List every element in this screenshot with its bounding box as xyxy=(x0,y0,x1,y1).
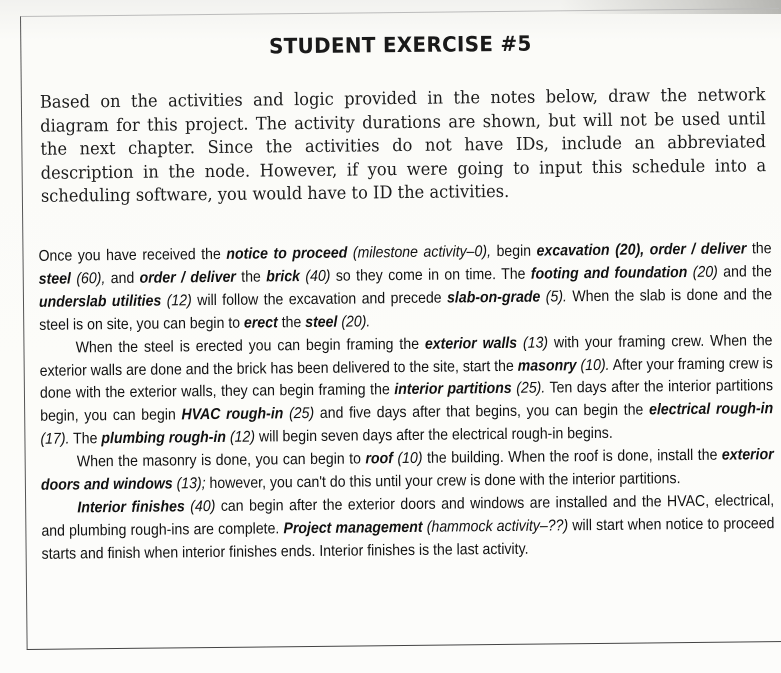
exercise-intro: Based on the activities and logic provided in the notes below, draw the network diagram for this project. The activity durations are shown, but will not be used until the next chapter. Since the activities do not have IDs, include an abbreviated description in the node. However, if you were going to input this schedule into a scheduling software, you would have to ID the activities. xyxy=(39,85,767,207)
notes-paragraph-2: When the steel is erected you can begin framing the exterior walls (13) with your framing crew. When the exterior walls are done and the brick has been delivered to the site, start the masonry (10). After your framing crew is done with the exterior walls, they can begin framing the interior partitions (25). Ten days after the interior partitions begin, you can begin HVAC rough-in (25) and five days after that begins, you can begin the electrical rough-in (17). The plumbing rough-in (12) will begin seven days after the electrical rough-in begins. xyxy=(39,331,774,449)
exercise-title: STUDENT EXERCISE #5 xyxy=(268,31,532,59)
exercise-notes xyxy=(38,238,774,566)
notes-paragraph-3: When the masonry is done, you can begin to roof (10) the building. When the roof is done, install the exterior doors and windows (13); however, you can't do this until your crew is done with the interior partitions. xyxy=(40,446,774,494)
exercise-box xyxy=(20,8,781,650)
notes-paragraph-4: Interior finishes (40) can begin after the exterior doors and windows are installed and the HVAC, electrical, and plumbing rough-ins are complete. Project management (hammock activity–??) will start when notice to proceed starts and finish when interior finishes ends. Interior finishes is the last activity. xyxy=(41,492,775,563)
notes-paragraph-1: Once you have received the notice to proceed (milestone activity–0), begin excavation (20), order / deliver the steel (60), and order / deliver the brick (40) so they come in on time. The footing and foundation (20) and the underslab utilities (12) will follow the excavation and precede slab-on-grade (5). When the slab is done and the steel is on site, you can begin to erect the steel (20). xyxy=(38,240,773,334)
